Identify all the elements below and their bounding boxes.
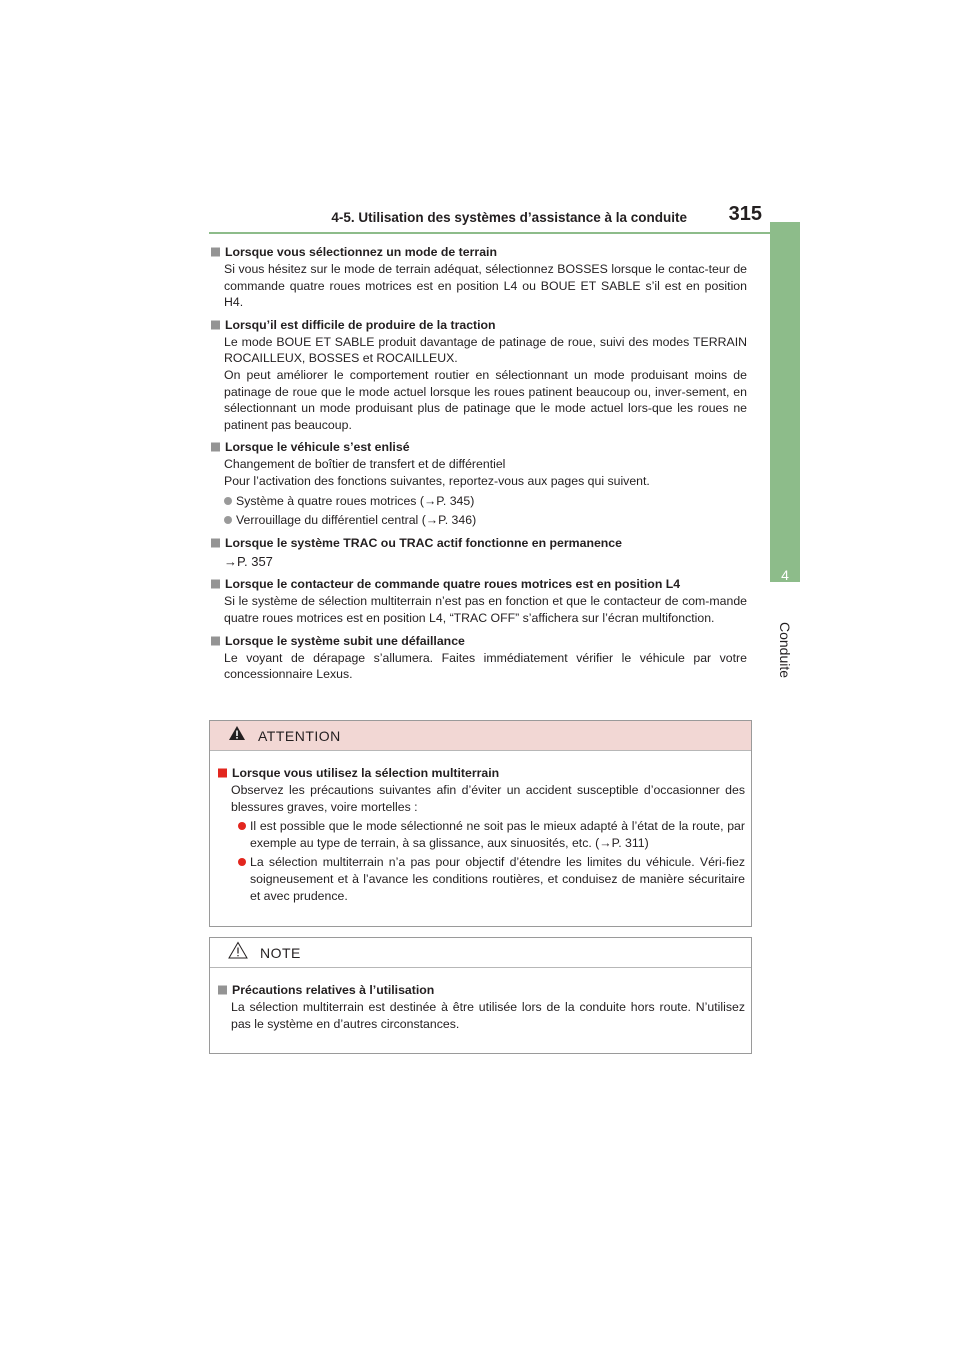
list-item [238, 854, 745, 904]
attention-label: ATTENTION [258, 727, 341, 744]
attention-box [209, 720, 752, 927]
attention-header [210, 721, 751, 751]
square-bullet-icon [218, 986, 227, 995]
square-bullet-icon [211, 320, 220, 329]
section-title: Lorsque le véhicule s’est enlisé [225, 440, 410, 455]
square-bullet-icon [218, 769, 227, 778]
section-text: Le mode BOUE ET SABLE produit davantage de patinage de roue, suivi des modes TERRAIN ROCAILLEUX, BOSSES et ROCAILLEUX. [224, 334, 747, 366]
circle-bullet-icon [224, 516, 232, 524]
list-item [238, 818, 745, 851]
section-text: Changement de boîtier de transfert et de différentiel [224, 457, 506, 472]
note-label: NOTE [260, 944, 301, 961]
list-item-text: Système à quatre roues motrices (→P. 345) [236, 493, 475, 508]
note-title: Précautions relatives à l’utilisation [232, 983, 435, 997]
section-terrain-mode [211, 244, 747, 311]
circle-bullet-icon [238, 858, 246, 866]
section-title: Lorsque vous sélectionnez un mode de terrain [225, 245, 497, 259]
square-bullet-icon [211, 636, 220, 645]
page-reference: →P. 357 [224, 553, 273, 569]
chapter-label: Conduite [777, 622, 793, 679]
section-title: Lorsque le contacteur de commande quatre roues motrices est en position L4 [225, 577, 681, 592]
square-bullet-icon [211, 538, 220, 547]
square-bullet-icon [211, 443, 220, 452]
circle-bullet-icon [238, 822, 246, 830]
header-rule [209, 232, 772, 234]
list-item [224, 512, 747, 529]
main-content [211, 244, 747, 689]
chapter-side-tab [770, 222, 800, 582]
note-text: La sélection multiterrain est destinée à être utilisée lors de la conduite hors route. N’utilisez pas le système en d’autres circonstances. [231, 1000, 745, 1031]
attention-text: Observez les précautions suivantes afin d’éviter un accident susceptible d’occasionner des blessures graves, voire mortelles : [231, 783, 745, 814]
section-text: Si vous hésitez sur le mode de terrain adéquat, sélectionnez BOSSES lorsque le contac-teur de commande quatre roues motrices est en position L4 ou BOUE ET SABLE s’il est en position H4. [224, 262, 747, 310]
list-item-text: Il est possible que le mode sélectionné ne soit pas le mieux adapté à l’état de la route, par exemple au type de terrain, à sa glissance, aux sinuosités, etc. (→P. 311) [250, 819, 745, 850]
page-number: 315 [728, 203, 762, 225]
list-item-text: Verrouillage du différentiel central (→P. 346) [236, 513, 477, 528]
section-text-2: On peut améliorer le comportement routier en sélectionnant un mode produisant moins de patinage de roue que le mode actuel lorsque les roues patinent beaucoup ou, inver-sement, en sélectionnant un mode produisant plus de patinage que le mode actuel lors-que les roues ne patinent pas beaucoup. [224, 367, 747, 432]
section-title: Lorsque le système subit une défaillance [225, 633, 465, 648]
header-section-title: 4-5. Utilisation des systèmes d’assistance à la conduite [331, 210, 687, 225]
section-failure [211, 633, 747, 683]
section-trac [211, 535, 747, 571]
attention-title: Lorsque vous utilisez la sélection multiterrain [232, 766, 500, 780]
list-item-text: La sélection multiterrain n’a pas pour objectif d’étendre les limites du véhicule. Véri-fiez soigneusement et à l’avance les conditions routières, et conduisez de manière sécuritaire et avec prudence. [250, 855, 745, 903]
warning-icon [228, 941, 248, 964]
chapter-number: 4 [781, 567, 789, 583]
section-text-2: Pour l’activation des fonctions suivantes, reportez-vous aux pages qui suivent. [224, 473, 650, 488]
note-box [209, 937, 752, 1054]
square-bullet-icon [211, 248, 220, 257]
square-bullet-icon [211, 580, 220, 589]
section-traction [211, 317, 747, 434]
section-title: Lorsqu’il est difficile de produire de la traction [225, 317, 496, 332]
section-stuck [211, 439, 747, 528]
circle-bullet-icon [224, 497, 232, 505]
section-text: Si le système de sélection multiterrain n’est pas en fonction et que le contacteur de com-mande quatre roues motrices est en position L4, “TRAC OFF” s’affichera sur l’écran multifonction. [224, 594, 747, 625]
section-text: Le voyant de dérapage s’allumera. Faites immédiatement vérifier le véhicule par votre concessionnaire Lexus. [224, 650, 747, 682]
section-l4 [211, 576, 747, 626]
section-title: Lorsque le système TRAC ou TRAC actif fonctionne en permanence [225, 535, 622, 550]
warning-icon [228, 725, 246, 746]
list-item [224, 493, 747, 510]
note-header [210, 938, 751, 968]
